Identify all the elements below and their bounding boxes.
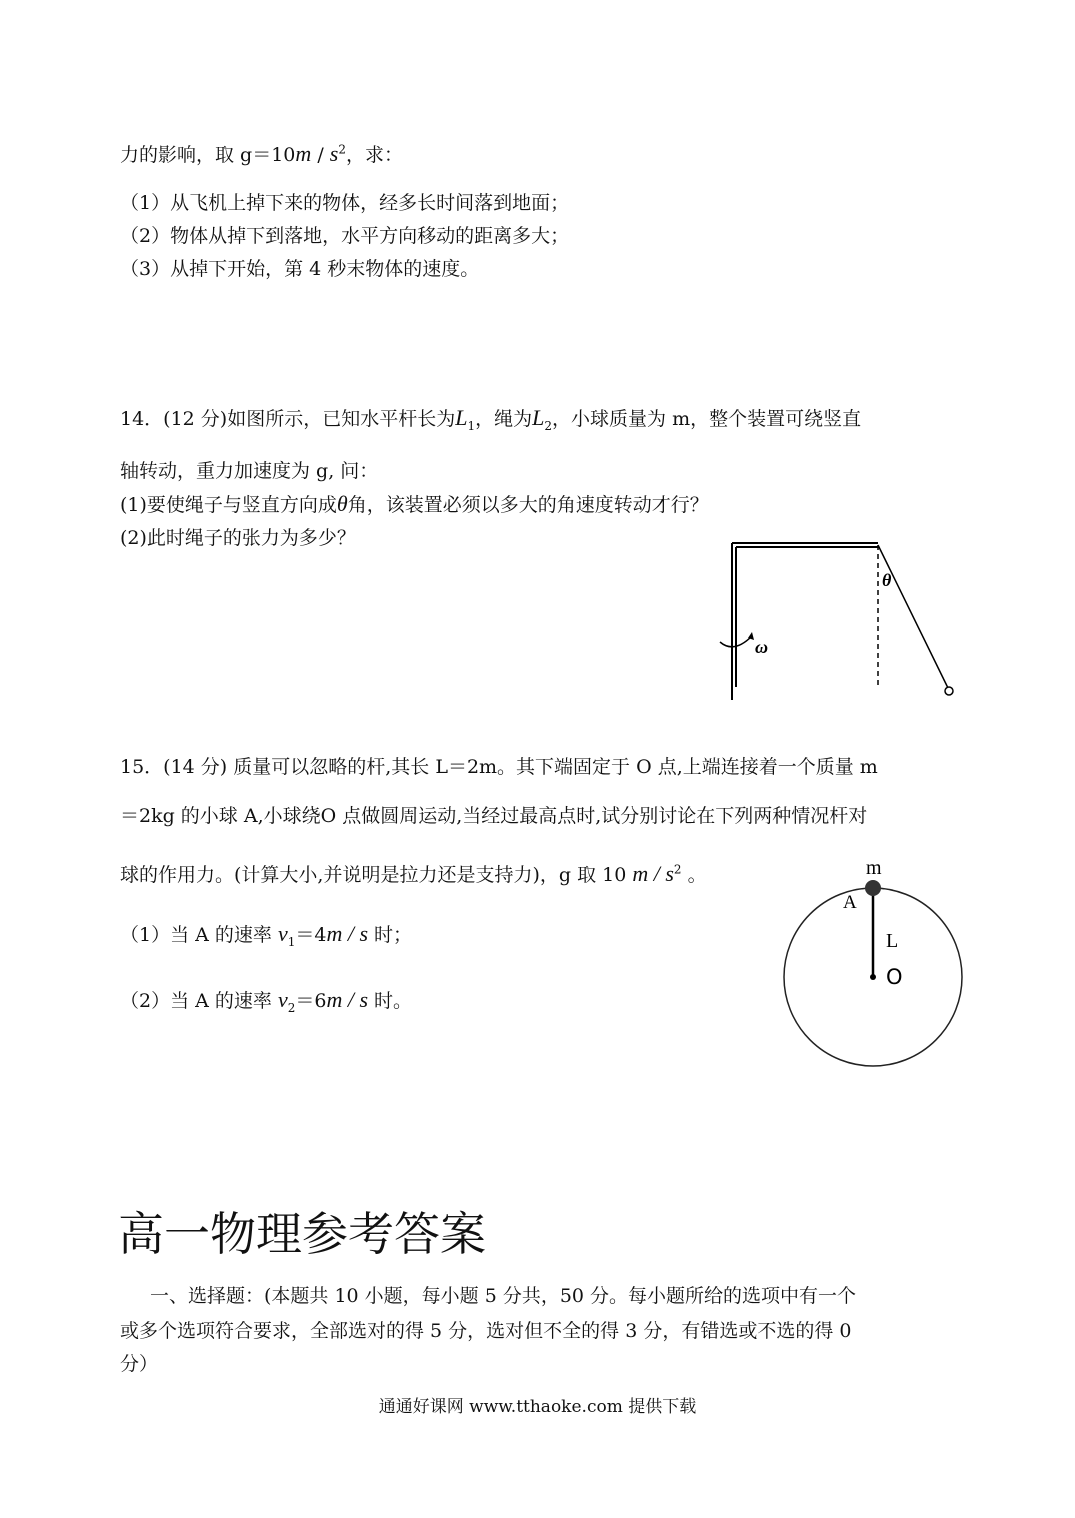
q14-item-1: (1)要使绳子与竖直方向成θ角，该装置必须以多大的角速度转动才行？ bbox=[120, 491, 709, 516]
theta-label: θ bbox=[882, 570, 892, 590]
answers-p3: 分） bbox=[120, 1353, 159, 1375]
q13-item-2: （2）物体从掉下到落地，水平方向移动的距离多大； bbox=[120, 225, 570, 247]
answers-title: 高一物理参考答案 bbox=[118, 1207, 486, 1261]
q15-item-1: （1）当 A 的速率 $v_1=4m / s$ 时； bbox=[120, 921, 413, 949]
q14-line2: 轴转动，重力加速度为 g, 问： bbox=[120, 460, 379, 482]
omega-label: ω bbox=[755, 637, 769, 657]
q13-item-1: （1）从飞机上掉下来的物体，经多长时间落到地面； bbox=[120, 192, 570, 214]
q15-line1: 15．(14 分) 质量可以忽略的杆,其长 L＝2m。其下端固定于 O 点,上端连接着一个质量 m bbox=[120, 756, 878, 778]
q13-item-3: （3）从掉下开始，第 4 秒末物体的速度。 bbox=[120, 258, 480, 280]
L-label: L bbox=[886, 930, 899, 952]
q14-item-2: (2)此时绳子的张力为多少？ bbox=[120, 527, 356, 549]
q15-line2: ＝2kg 的小球 A,小球绕O 点做圆周运动,当经过最高点时,试分别讨论在下列两种情况杆对 bbox=[120, 805, 868, 827]
footer: 通通好课网 www.tthaoke.com 提供下载 bbox=[378, 1397, 697, 1417]
q15-item-2: （2）当 A 的速率 $v_2=6m / s$ 时。 bbox=[120, 987, 413, 1015]
rotating-pendulum-figure bbox=[700, 530, 970, 710]
answers-p2: 或多个选项符合要求，全部选对的得 5 分，选对但不全的得 3 分，有错选或不选的得 0 bbox=[120, 1320, 852, 1342]
q14-line1: 14．(12 分)如图所示，已知水平杆长为$L_1$，绳为$L_2$，小球质量为 m，整个装置可绕竖直 bbox=[120, 405, 862, 433]
answers-p1: 一、选择题：(本题共 10 小题，每小题 5 分共，50 分。每小题所给的选项中有一个 bbox=[150, 1285, 857, 1307]
q15-line3: 球的作用力。(计算大小,并说明是拉力还是支持力)，g 取 10 m / $s^2$ 。 bbox=[120, 861, 707, 886]
A-label: A bbox=[843, 892, 857, 913]
q13-intro: 力的影响，取 $g=10m / s^2$，求： bbox=[120, 141, 403, 166]
circular-motion-figure bbox=[770, 850, 970, 1070]
O-label: O bbox=[886, 965, 903, 989]
m-label: m bbox=[866, 857, 882, 879]
